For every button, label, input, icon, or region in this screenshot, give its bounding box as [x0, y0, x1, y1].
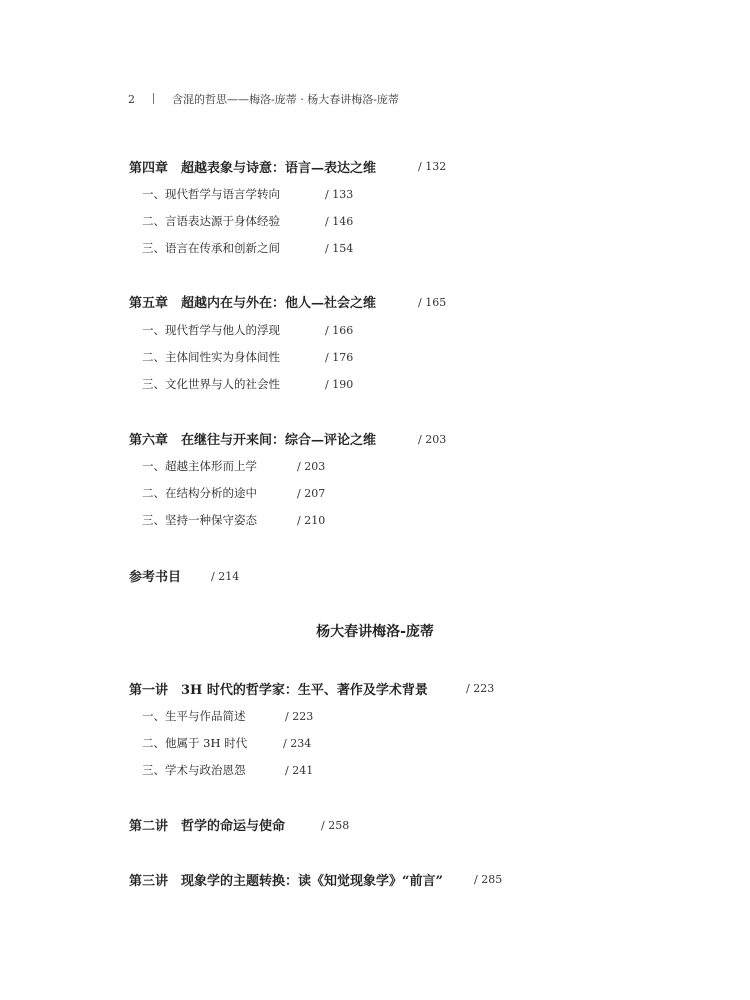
- toc-section[interactable]: [142, 376, 280, 392]
- toc-section[interactable]: [142, 349, 280, 365]
- toc-chapter-page: / 203: [418, 433, 447, 446]
- toc-section-page: / 190: [325, 378, 354, 391]
- toc-chapter-title: 第六章 在继往与开来间：综合—评论之维: [129, 433, 377, 448]
- toc-chapter-title: 第一讲 3H 时代的哲学家：生平、著作及学术背景: [129, 683, 428, 698]
- toc-chapter-page: / 223: [466, 682, 495, 695]
- toc-section-title: 三、学术与政治恩怨: [142, 763, 246, 777]
- toc-section[interactable]: [142, 186, 280, 202]
- toc-section-title: 二、在结构分析的途中: [142, 486, 257, 500]
- toc-chapter-title: 第三讲 现象学的主题转换：读《知觉现象学》“前言”: [129, 874, 443, 889]
- page-number: 2: [128, 93, 135, 106]
- toc-section-page: / 203: [297, 460, 326, 473]
- toc-section-title: 一、现代哲学与语言学转向: [142, 187, 280, 201]
- toc-lecture-3[interactable]: [129, 870, 443, 889]
- toc-section-page: / 154: [325, 242, 354, 255]
- toc-chapter-page: / 285: [474, 873, 503, 886]
- toc-section-title: 一、超越主体形而上学: [142, 459, 257, 473]
- toc-section-page: / 176: [325, 351, 354, 364]
- toc-section-page: / 223: [285, 710, 314, 723]
- toc-section[interactable]: [142, 240, 280, 256]
- toc-lecture-2[interactable]: [129, 815, 285, 834]
- toc-chapter-title: 第二讲 哲学的命运与使命: [129, 819, 286, 834]
- toc-references[interactable]: [129, 566, 181, 585]
- toc-chapter-title: 参考书目: [129, 570, 182, 585]
- toc-section[interactable]: [142, 735, 247, 751]
- toc-section-title: 一、现代哲学与他人的浮现: [142, 323, 280, 337]
- toc-section-title: 二、言语表达源于身体经验: [142, 214, 280, 228]
- toc-section-title: 三、坚持一种保守姿态: [142, 513, 257, 527]
- header-divider: [153, 93, 154, 104]
- toc-section-page: / 207: [297, 487, 326, 500]
- part-title: 杨大春讲梅洛-庞蒂: [316, 624, 434, 640]
- toc-section-page: / 210: [297, 514, 326, 527]
- toc-chapter-title: 第五章 超越内在与外在：他人—社会之维: [129, 296, 377, 311]
- running-header: [128, 91, 399, 107]
- toc-section[interactable]: [142, 708, 246, 724]
- toc-section[interactable]: [142, 458, 257, 474]
- toc-section-page: / 234: [283, 737, 312, 750]
- toc-section-page: / 166: [325, 324, 354, 337]
- toc-chapter-page: / 132: [418, 160, 447, 173]
- toc-chapter-page: / 165: [418, 296, 447, 309]
- toc-section[interactable]: [142, 322, 280, 338]
- toc-section-title: 三、文化世界与人的社会性: [142, 377, 280, 391]
- toc-chapter-5[interactable]: [129, 292, 376, 311]
- toc-section[interactable]: [142, 762, 246, 778]
- toc-section[interactable]: [142, 213, 280, 229]
- toc-lecture-1[interactable]: [129, 679, 428, 698]
- toc-chapter-page: / 214: [211, 570, 240, 583]
- toc-section-page: / 241: [285, 764, 314, 777]
- toc-chapter-4[interactable]: [129, 157, 376, 176]
- toc-chapter-6[interactable]: [129, 429, 376, 448]
- toc-section-title: 二、主体间性实为身体间性: [142, 350, 280, 364]
- toc-section-title: 三、语言在传承和创新之间: [142, 241, 280, 255]
- toc-chapter-title: 第四章 超越表象与诗意：语言—表达之维: [129, 161, 377, 176]
- toc-section-title: 二、他属于 3H 时代: [142, 736, 248, 750]
- toc-section-page: / 133: [325, 188, 354, 201]
- toc-section-page: / 146: [325, 215, 354, 228]
- toc-chapter-page: / 258: [321, 819, 350, 832]
- toc-section[interactable]: [142, 485, 257, 501]
- toc-section[interactable]: [142, 512, 257, 528]
- running-title: 含混的哲思——梅洛-庞蒂 · 杨大春讲梅洛-庞蒂: [172, 93, 399, 106]
- toc-section-title: 一、生平与作品简述: [142, 709, 246, 723]
